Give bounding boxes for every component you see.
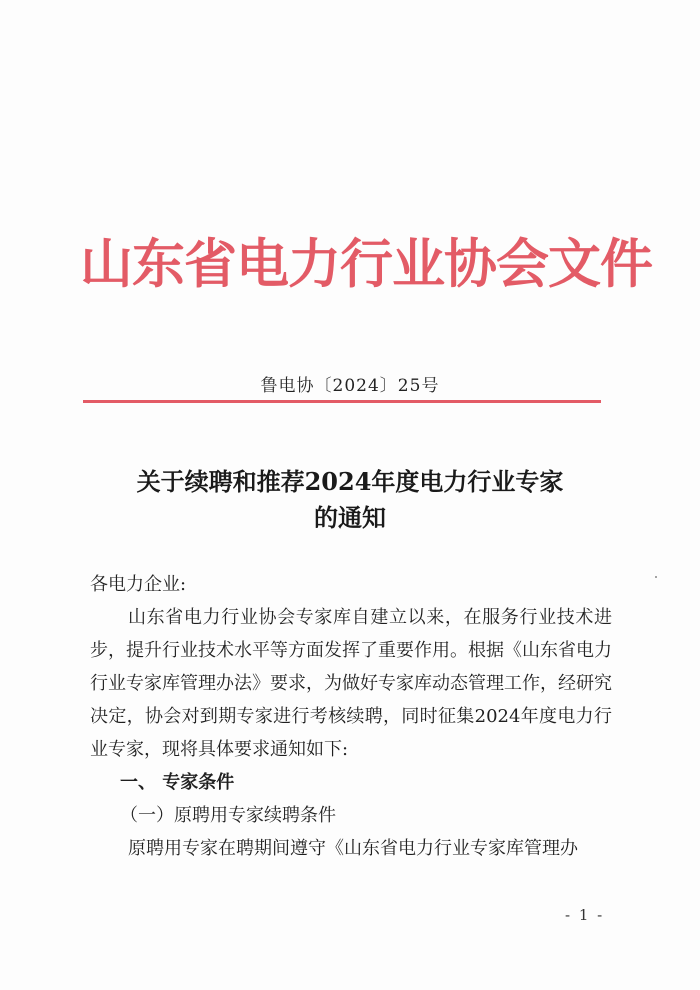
body-paragraph-1: 山东省电力行业协会专家库自建立以来，在服务行业技术进步，提升行业技术水平等方面发挥了重要作用。根据《山东省电力行业专家库管理办法》要求，为做好专家库动态管理工作，经研究决定，协会对到期专家进行考核续聘，同时征集2024年度电力行业专家，现将具体要求通知如下: [90, 607, 612, 760]
body-paragraph-2: 原聘用专家在聘期间遵守《山东省电力行业专家库管理办 [128, 838, 578, 859]
notice-body [90, 568, 612, 865]
notice-title [60, 464, 640, 536]
masthead-title: 山东省电力行业协会文件 [80, 234, 652, 295]
scan-dot-mark [655, 576, 657, 578]
subsection-heading-1: （一）原聘用专家续聘条件 [120, 805, 336, 826]
red-divider-line [83, 400, 601, 403]
notice-title-line2: 的通知 [314, 503, 386, 532]
salutation: 各电力企业: [90, 574, 187, 595]
notice-title-line1: 关于续聘和推荐2024年度电力行业专家 [136, 467, 564, 496]
page-number: - 1 - [565, 906, 605, 924]
document-number: 鲁电协〔2024〕25号 [260, 376, 440, 396]
section-heading-1: 一、 专家条件 [120, 772, 235, 793]
